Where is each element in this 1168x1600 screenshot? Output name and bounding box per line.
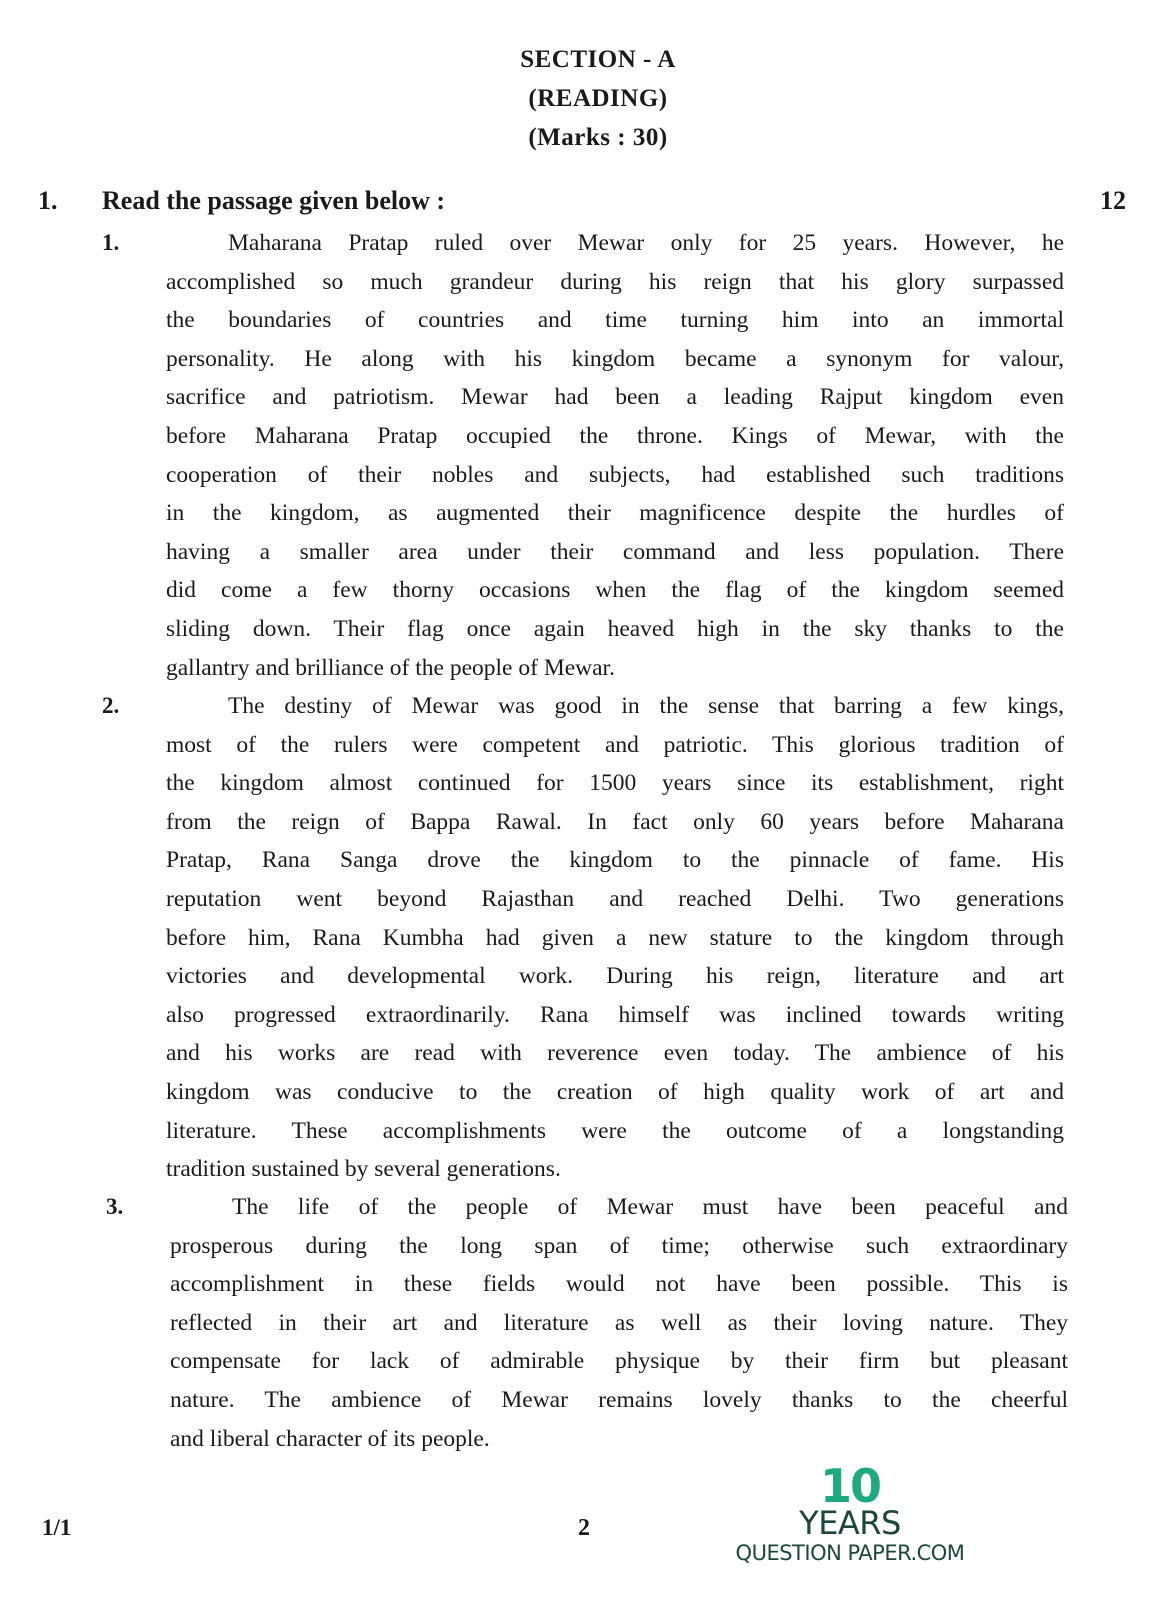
section-subtitle: (READING) <box>528 85 668 112</box>
passage-line: accomplished so much grandeur during his reign that his glory surpassed <box>166 268 1064 295</box>
passage-line: having a smaller area under their command and less population. There <box>166 538 1064 565</box>
passage-paragraph-2 <box>102 687 1064 1189</box>
section-header <box>0 40 1168 157</box>
passage-line: accomplishment in these fields would not have been possible. This is <box>170 1271 1068 1298</box>
question-number: 1. <box>38 186 58 215</box>
page-number: 2 <box>578 1515 590 1541</box>
passage-line: victories and developmental work. During his reign, literature and art <box>166 963 1064 990</box>
passage-line: tradition sustained by several generations. <box>166 1156 561 1183</box>
passage-line: The life of the people of Mewar must have been peaceful and <box>232 1194 1068 1220</box>
passage-line: Maharana Pratap ruled over Mewar only for 25 years. However, he <box>228 230 1064 256</box>
paper-code: 1/1 <box>42 1515 72 1540</box>
passage-line: kingdom was conducive to the creation of high quality work of art and <box>166 1078 1064 1105</box>
passage-line: Pratap, Rana Sanga drove the kingdom to the pinnacle of fame. His <box>166 847 1064 874</box>
passage-line: before him, Rana Kumbha had given a new stature to the kingdom through <box>166 924 1064 951</box>
passage-line: and his works are read with reverence even today. The ambience of his <box>166 1040 1064 1067</box>
passage-line: the kingdom almost continued for 1500 years since its establishment, right <box>166 770 1064 797</box>
passage-line: personality. He along with his kingdom became a synonym for valour, <box>166 345 1064 372</box>
passage-line: the boundaries of countries and time turning him into an immortal <box>166 307 1064 334</box>
passage-line: in the kingdom, as augmented their magnificence despite the hurdles of <box>166 500 1064 527</box>
paragraph-number: 3. <box>106 1194 124 1219</box>
passage-line: literature. These accomplishments were the outcome of a longstanding <box>166 1117 1064 1144</box>
passage-line: from the reign of Bappa Rawal. In fact only 60 years before Maharana <box>166 808 1064 835</box>
logo-site-name: QUESTION PAPER.COM <box>735 1541 965 1565</box>
passage-line: before Maharana Pratap occupied the throne. Kings of Mewar, with the <box>166 422 1064 449</box>
passage-line: did come a few thorny occasions when the flag of the kingdom seemed <box>166 577 1064 604</box>
passage-line: prosperous during the long span of time; otherwise such extraordinary <box>170 1232 1068 1259</box>
passage-line: sliding down. Their flag once again heaved high in the sky thanks to the <box>166 615 1064 642</box>
passage-line: sacrifice and patriotism. Mewar had been a leading Rajput kingdom even <box>166 384 1064 411</box>
passage-line: reflected in their art and literature as well as their loving nature. They <box>170 1309 1068 1336</box>
passage-line: most of the rulers were competent and patriotic. This glorious tradition of <box>166 731 1064 758</box>
passage-line: reputation went beyond Rajasthan and reached Delhi. Two generations <box>166 885 1064 912</box>
paragraph-number: 1. <box>102 230 120 255</box>
passage-line: cooperation of their nobles and subjects, had established such traditions <box>166 461 1064 488</box>
passage-line: nature. The ambience of Mewar remains lovely thanks to the cheerful <box>170 1386 1068 1413</box>
section-title: SECTION - A <box>520 46 676 73</box>
section-marks: (Marks : 30) <box>528 124 668 151</box>
paragraph-number: 2. <box>102 693 120 718</box>
passage-line: compensate for lack of admirable physique by their firm but pleasant <box>170 1348 1068 1375</box>
question-instruction: Read the passage given below : <box>102 186 446 215</box>
passage-paragraph-3 <box>106 1188 1068 1458</box>
passage-line: and liberal character of its people. <box>170 1425 490 1452</box>
passage-paragraph-1 <box>102 224 1064 687</box>
question-marks: 12 <box>1100 186 1126 215</box>
logo-number: 10 <box>819 1459 880 1513</box>
passage-line: also progressed extraordinarily. Rana himself was inclined towards writing <box>166 1001 1064 1028</box>
logo-years: YEARS <box>799 1504 901 1542</box>
passage-line: The destiny of Mewar was good in the sense that barring a few kings, <box>228 693 1064 719</box>
passage-line: gallantry and brilliance of the people of Mewar. <box>166 654 615 681</box>
watermark-logo <box>720 1459 980 1566</box>
question-row <box>0 186 1168 226</box>
